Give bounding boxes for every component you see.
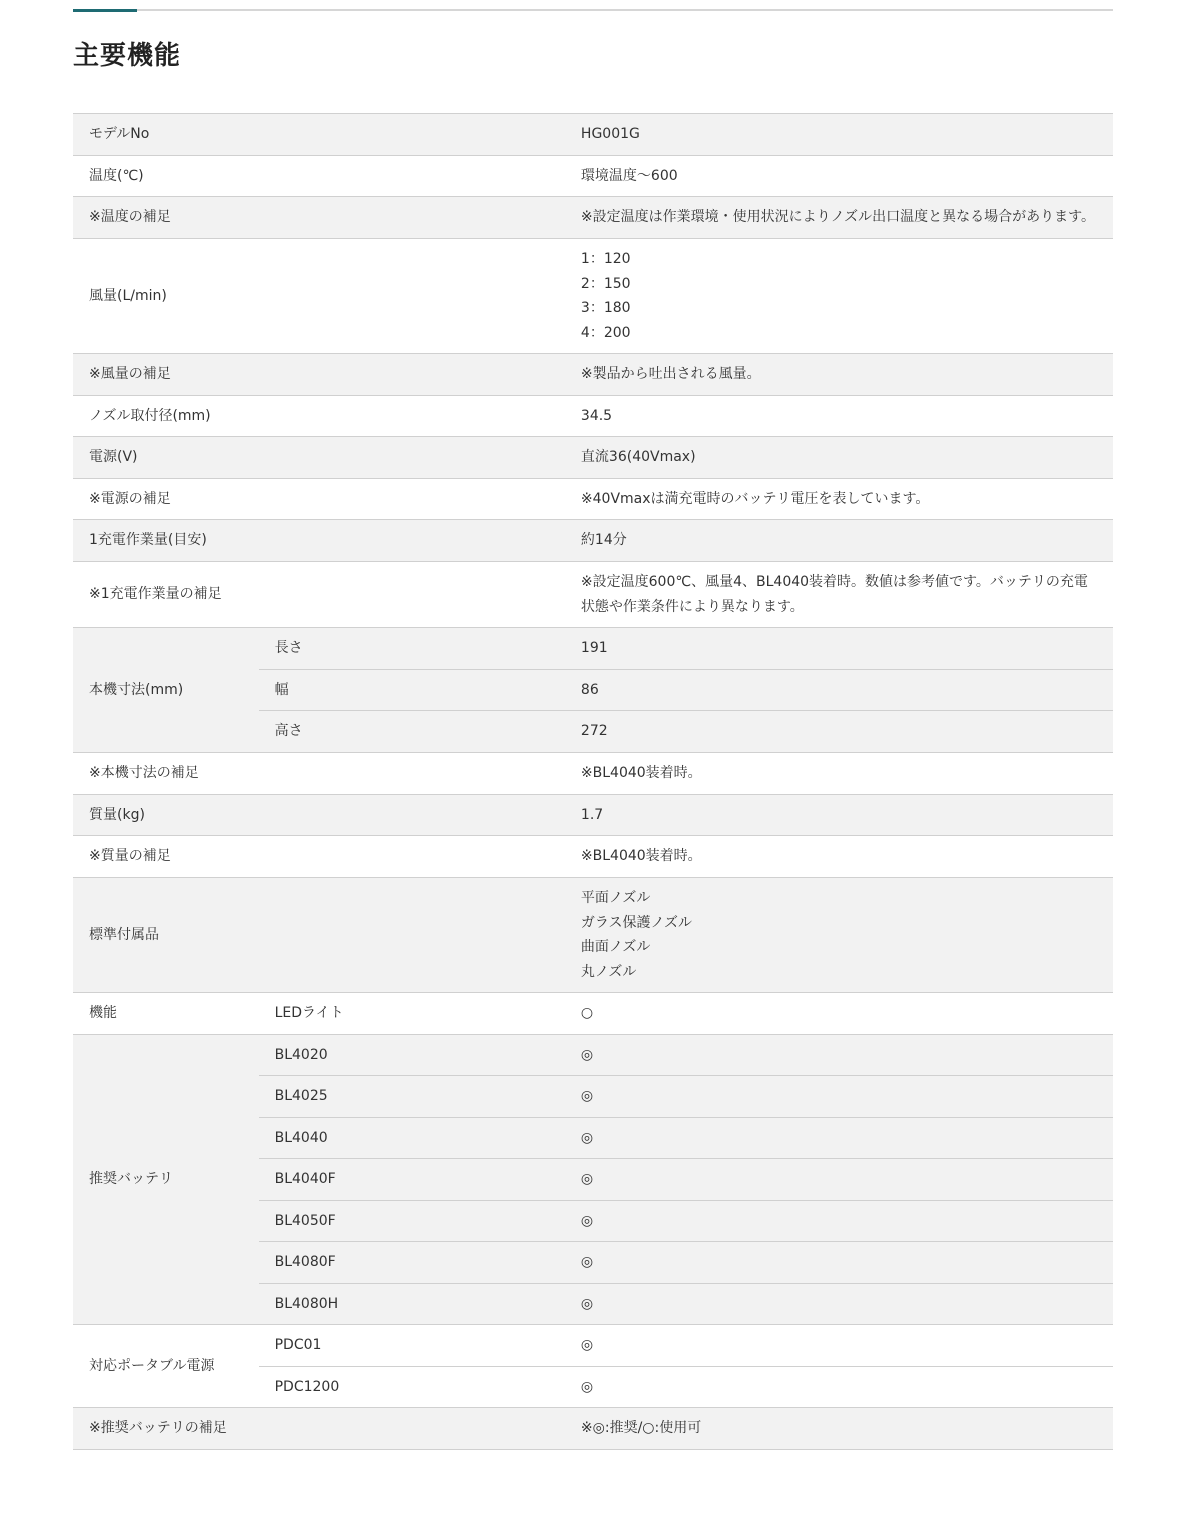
row-value: ※BL4040装着時。 bbox=[565, 753, 1113, 795]
list-item: 1：120 bbox=[580, 251, 631, 267]
table-row-mass-note bbox=[73, 836, 1113, 878]
row-sublabel: BL4080H bbox=[259, 1284, 565, 1325]
row-label: ※風量の補足 bbox=[73, 354, 565, 396]
table-row-function bbox=[73, 993, 1113, 1035]
row-sublabel: BL4025 bbox=[259, 1076, 565, 1118]
row-sublabel: BL4040F bbox=[259, 1159, 565, 1201]
table-row-work-note bbox=[73, 562, 1113, 628]
table-row-airflow-note bbox=[73, 354, 1113, 396]
row-value: 直流36(40Vmax) bbox=[565, 437, 1113, 479]
row-label: モデルNo bbox=[73, 114, 565, 156]
row-label: ノズル取付径(mm) bbox=[73, 396, 565, 437]
row-value: ※設定温度は作業環境・使用状況によりノズル出口温度と異なる場合があります。 bbox=[565, 197, 1113, 239]
row-label: 推奨バッテリ bbox=[73, 1035, 259, 1325]
table-row-temperature bbox=[73, 156, 1113, 197]
row-label: 質量(kg) bbox=[73, 795, 565, 836]
row-label: 風量(L/min) bbox=[73, 239, 565, 354]
row-label: 電源(V) bbox=[73, 437, 565, 479]
row-sublabel: 幅 bbox=[259, 670, 565, 711]
row-value: ◎ bbox=[565, 1284, 1113, 1325]
row-sublabel: BL4050F bbox=[259, 1201, 565, 1242]
top-divider bbox=[73, 9, 1113, 11]
row-value: ◎ bbox=[565, 1325, 1113, 1367]
table-row-temperature-note bbox=[73, 197, 1113, 239]
top-divider-accent bbox=[73, 9, 137, 12]
row-value: ※製品から吐出される風量。 bbox=[565, 354, 1113, 396]
list-item: 丸ノズル bbox=[580, 963, 637, 980]
row-label: 機能 bbox=[73, 993, 259, 1035]
table-row-battery bbox=[73, 1035, 1113, 1076]
table-row-portable-power bbox=[73, 1325, 1113, 1367]
row-value: 34.5 bbox=[565, 396, 1113, 437]
row-label: ※推奨バッテリの補足 bbox=[73, 1408, 565, 1450]
row-value: ※BL4040装着時。 bbox=[565, 836, 1113, 878]
row-value: ◎ bbox=[565, 1201, 1113, 1242]
table-row-work bbox=[73, 520, 1113, 562]
list-item: 2：150 bbox=[580, 275, 631, 292]
list-item: 4：200 bbox=[580, 324, 631, 341]
row-value: 86 bbox=[565, 670, 1113, 711]
table-row-model bbox=[73, 114, 1113, 156]
table-row-dimensions bbox=[73, 628, 1113, 670]
row-label: 標準付属品 bbox=[73, 878, 565, 993]
page-title: 主要機能 bbox=[73, 41, 182, 71]
row-value: 191 bbox=[565, 628, 1113, 670]
row-label: 対応ポータブル電源 bbox=[73, 1325, 259, 1408]
table-row-power-note bbox=[73, 479, 1113, 520]
row-value: ◎ bbox=[565, 1242, 1113, 1284]
row-value: HG001G bbox=[565, 114, 1113, 156]
row-value: ※40Vmaxは満充電時のバッテリ電圧を表しています。 bbox=[565, 479, 1113, 520]
row-sublabel: PDC01 bbox=[259, 1325, 565, 1367]
row-label: ※本機寸法の補足 bbox=[73, 753, 565, 795]
row-value: ※◎:推奨/○:使用可 bbox=[565, 1408, 1113, 1450]
row-sublabel: 長さ bbox=[259, 628, 565, 670]
row-value: 1.7 bbox=[565, 795, 1113, 836]
row-value-list bbox=[565, 239, 1113, 354]
row-value: 272 bbox=[565, 711, 1113, 753]
table-row-nozzle bbox=[73, 396, 1113, 437]
row-label: ※温度の補足 bbox=[73, 197, 565, 239]
list-item: 曲面ノズル bbox=[580, 939, 651, 955]
list-item: 平面ノズル bbox=[580, 890, 651, 906]
row-label: 1充電作業量(目安) bbox=[73, 520, 565, 562]
table-row-accessories bbox=[73, 878, 1113, 993]
row-value: ◎ bbox=[565, 1159, 1113, 1201]
row-value: ○ bbox=[565, 993, 1113, 1035]
row-value: 環境温度～600 bbox=[565, 156, 1113, 197]
row-label: ※電源の補足 bbox=[73, 479, 565, 520]
row-sublabel: BL4080F bbox=[259, 1242, 565, 1284]
row-sublabel: LEDライト bbox=[259, 993, 565, 1035]
row-value-list bbox=[565, 878, 1113, 993]
row-sublabel: BL4020 bbox=[259, 1035, 565, 1076]
row-sublabel: 高さ bbox=[259, 711, 565, 753]
row-label: 温度(℃) bbox=[73, 156, 565, 197]
row-value: 約14分 bbox=[565, 520, 1113, 562]
row-label: ※1充電作業量の補足 bbox=[73, 562, 565, 628]
table-row-airflow bbox=[73, 239, 1113, 354]
row-label: ※質量の補足 bbox=[73, 836, 565, 878]
list-item: ガラス保護ノズル bbox=[580, 914, 692, 931]
table-row-battery-note bbox=[73, 1408, 1113, 1450]
row-value: ◎ bbox=[565, 1076, 1113, 1118]
row-label: 本機寸法(mm) bbox=[73, 628, 259, 753]
list-item: 3：180 bbox=[580, 300, 631, 316]
row-sublabel: BL4040 bbox=[259, 1118, 565, 1159]
row-value: ◎ bbox=[565, 1118, 1113, 1159]
row-value: ◎ bbox=[565, 1367, 1113, 1408]
row-sublabel: PDC1200 bbox=[259, 1367, 565, 1408]
table-row-dimensions-note bbox=[73, 753, 1113, 795]
table-row-power bbox=[73, 437, 1113, 479]
row-value: ◎ bbox=[565, 1035, 1113, 1076]
table-row-mass bbox=[73, 795, 1113, 836]
spec-table bbox=[73, 113, 1113, 1450]
row-value: ※設定温度600℃、風量4、BL4040装着時。数値は参考値です。バッテリの充電状態や作業条件により異なります。 bbox=[565, 562, 1113, 628]
